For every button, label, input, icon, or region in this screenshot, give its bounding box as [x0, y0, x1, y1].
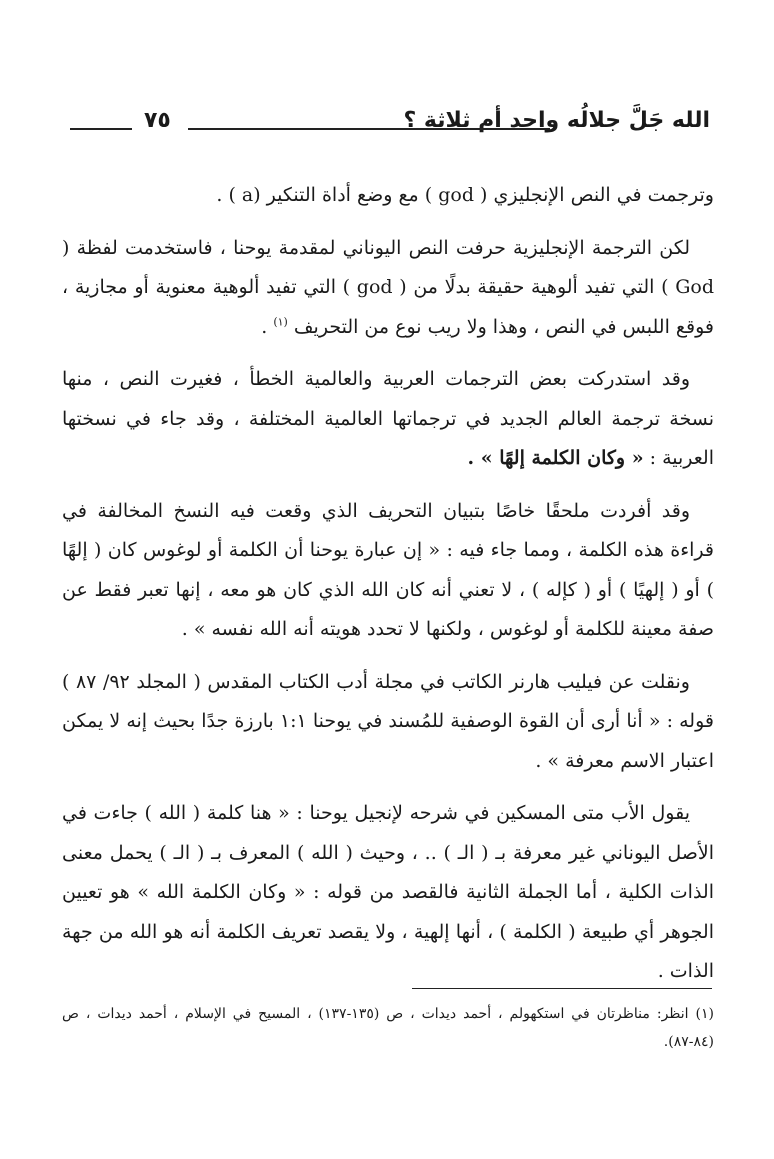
running-title: الله جَلَّ جلالُه واحد أم ثلاثة ؟: [403, 108, 710, 133]
paragraph: [62, 176, 714, 216]
paragraph-text: لكن الترجمة الإنجليزية حرفت النص اليوناني لمقدمة يوحنا ، فاستخدمت لفظة ( God ) التي تفيد ألوهية حقيقة بدلًا من ( god ) التي تفيد ألوهية معنوية أو مجازية ، فوقع اللبس في النص ، وهذا ولا ريب نوع من التحريف: [62, 236, 714, 338]
paragraph: [62, 663, 714, 782]
page-number: ٧٥: [144, 108, 171, 133]
paragraph-end: .: [261, 315, 274, 338]
paragraph: [62, 360, 714, 479]
paragraph: [62, 229, 714, 348]
body-text: [62, 176, 714, 1005]
header-rule-left: [70, 128, 132, 130]
footnote-marker: (١): [273, 315, 288, 329]
paragraph-text: وقد استدركت بعض الترجمات العربية والعالمية الخطأ ، فغيرت النص ، منها نسخة ترجمة العالم الجديد في ترجماتها العالمية المختلفة ، وقد جاء في نسختها العربية :: [62, 368, 714, 469]
header-rule: [188, 128, 550, 130]
paragraph: [62, 492, 714, 650]
quoted-verse: « وكان الكلمة إلهًا » .: [467, 447, 644, 469]
footnote: (١) انظر: مناظرتان في استكهولم ، أحمد ديدات ، ص (١٣٥-١٣٧) ، المسيح في الإسلام ، أحمد ديدات ، ص (٨٤-٨٧).: [62, 1006, 714, 1050]
paragraph: [62, 794, 714, 992]
footnote-divider: [412, 988, 712, 989]
paragraph-text: وقد أفردت ملحقًا خاصًا بتبيان التحريف الذي وقعت فيه النسخ المخالفة في قراءة هذه الكلمة ، ومما جاء فيه : « إن عبارة يوحنا أن الكلمة أو لوغوس كان ( إلهًا ) أو ( إلهيًا ) أو ( كإله ) ، لا تعني أنه كان الله الذي كان هو معه ، إنها تعبر فقط عن صفة معينة للكلمة أو لوغوس ، ولكنها لا تحدد هويته أنه الله نفسه » .: [62, 499, 714, 640]
paragraph-text: يقول الأب متى المسكين في شرحه لإنجيل يوحنا : « هنا كلمة ( الله ) جاءت في الأصل اليوناني غير معرفة بـ ( الـ ) .. ، وحيث ( الله ) المعرف بـ ( الـ ) يحمل معنى الذات الكلية ، أما الجملة الثانية فالقصد من قوله : « وكان الكلمة الله » هو تعيين الجوهر أي طبيعة ( الكلمة ) ، أنها إلهية ، ولا يقصد تعريف الكلمة أنه هو الله من جهة الذات .: [62, 802, 714, 982]
page-header: [70, 108, 710, 148]
paragraph-text: وترجمت في النص الإنجليزي ( god ) مع وضع أداة التنكير (a ) .: [216, 184, 714, 206]
paragraph-text: ونقلت عن فيليب هارنر الكاتب في مجلة أدب الكتاب المقدس ( المجلد ٩٢/ ٨٧ ) قوله : « أنا أرى أن القوة الوصفية للمُسند في يوحنا ١:١ بارزة جدًا بحيث إنه لا يمكن اعتبار الاسم معرفة » .: [62, 670, 714, 772]
